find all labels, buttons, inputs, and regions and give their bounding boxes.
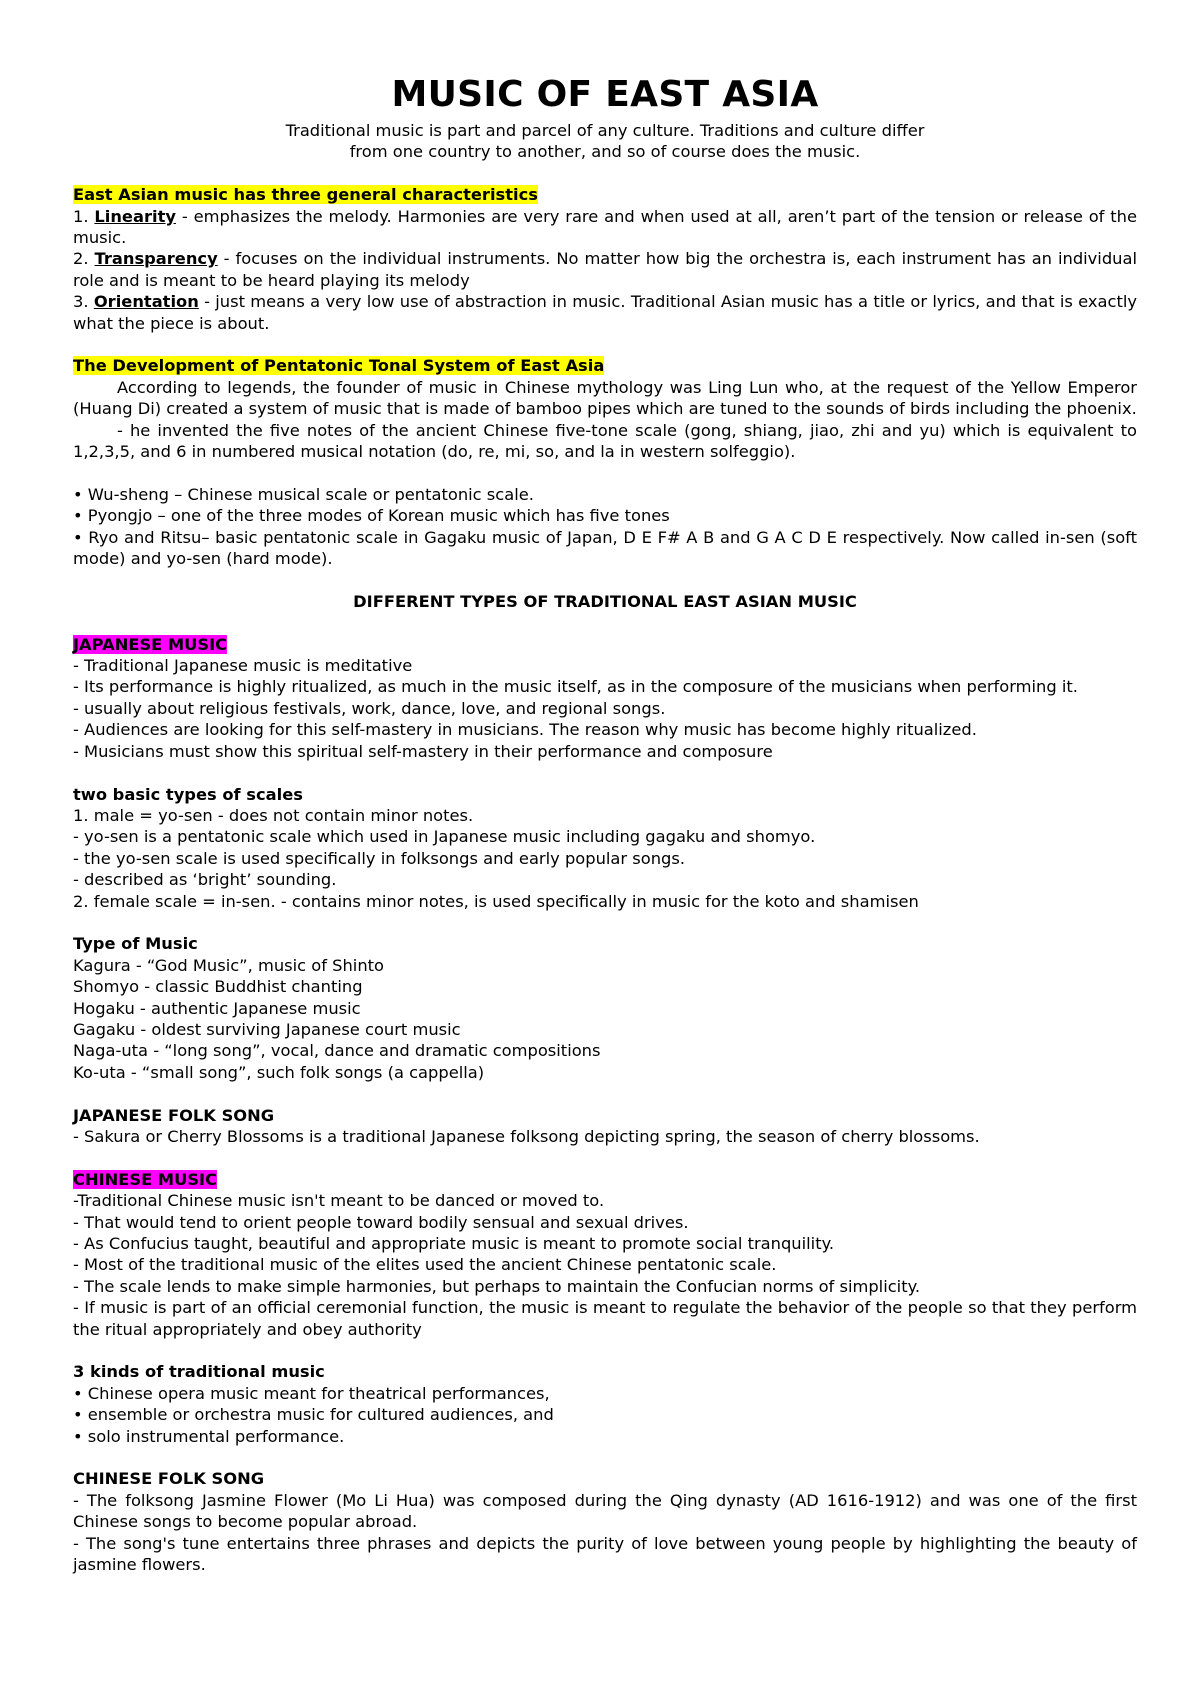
type-of-music-heading: Type of Music bbox=[73, 934, 198, 954]
bullet-item: • Ryo and Ritsu– basic pentatonic scale in Gagaku music of Japan, D E F# A B and G A C D E respectively. Now called in-sen (soft mode) and yo-sen (hard mode). bbox=[73, 527, 1137, 569]
japanese-line: - Traditional Japanese music is meditative bbox=[73, 656, 413, 676]
scale-line: - the yo-sen scale is used specifically in folksongs and early popular songs. bbox=[73, 848, 686, 868]
term-orientation: Orientation bbox=[93, 292, 199, 312]
scale-line: - yo-sen is a pentatonic scale which used in Japanese music including gagaku and shomyo. bbox=[73, 827, 816, 847]
development-paragraph-1: According to legends, the founder of music in Chinese mythology was Ling Lun who, at the request of the Yellow Emperor (Huang Di) created a system of music that is made of bamboo pipes which are tuned to the sounds of birds including the phoenix. bbox=[73, 377, 1137, 419]
japanese-line: - Audiences are looking for this self-mastery in musicians. The reason why music has become highly ritualized. bbox=[73, 720, 977, 740]
kind-bullet: • solo instrumental performance. bbox=[73, 1426, 345, 1446]
japanese-music-heading bbox=[73, 634, 1137, 655]
characteristic-item bbox=[73, 248, 1137, 291]
development-heading-text: The Development of Pentatonic Tonal System of East Asia bbox=[73, 356, 605, 376]
chinese-folk-line: - The song's tune entertains three phrases and depicts the purity of love between young people by highlighting the beauty of jasmine flowers. bbox=[73, 1533, 1137, 1575]
music-type-line: Kagura - “God Music”, music of Shinto bbox=[73, 955, 384, 975]
kind-bullet: • ensemble or orchestra music for cultured audiences, and bbox=[73, 1405, 554, 1425]
music-type-line: Gagaku - oldest surviving Japanese court music bbox=[73, 1019, 461, 1039]
characteristics-heading bbox=[73, 184, 1137, 205]
japanese-line: - usually about religious festivals, work, dance, love, and regional songs. bbox=[73, 698, 666, 718]
document-title: MUSIC OF EAST ASIA bbox=[391, 74, 819, 115]
japanese-line: - Its performance is highly ritualized, as much in the music itself, as in the composure of the musicians when performing it. bbox=[73, 677, 1078, 697]
scale-line: 1. male = yo-sen - does not contain minor notes. bbox=[73, 805, 474, 825]
characteristics-heading-text: East Asian music has three general characteristics bbox=[73, 185, 538, 205]
types-heading: DIFFERENT TYPES OF TRADITIONAL EAST ASIAN MUSIC bbox=[353, 591, 857, 611]
japanese-folk-heading: JAPANESE FOLK SONG bbox=[73, 1105, 275, 1125]
term-linearity: Linearity bbox=[94, 206, 176, 226]
scales-heading: two basic types of scales bbox=[73, 784, 303, 804]
kinds-heading: 3 kinds of traditional music bbox=[73, 1362, 325, 1382]
chinese-music-heading-text: CHINESE MUSIC bbox=[73, 1169, 218, 1189]
item-text: - emphasizes the melody. Harmonies are very rare and when used at all, aren’t part of the tension or release of the music. bbox=[73, 206, 1137, 248]
item-number: 2. bbox=[73, 249, 95, 269]
japanese-folk-text: - Sakura or Cherry Blossoms is a traditional Japanese folksong depicting spring, the season of cherry blossoms. bbox=[73, 1126, 980, 1146]
music-type-line: Shomyo - classic Buddhist chanting bbox=[73, 977, 363, 997]
bullet-item: • Pyongjo – one of the three modes of Korean music which has five tones bbox=[73, 506, 670, 526]
japanese-music-heading-text: JAPANESE MUSIC bbox=[73, 634, 228, 654]
kind-bullet: • Chinese opera music meant for theatrical performances, bbox=[73, 1383, 550, 1403]
music-type-line: Hogaku - authentic Japanese music bbox=[73, 998, 361, 1018]
item-number: 1. bbox=[73, 206, 95, 226]
chinese-folk-line: - The folksong Jasmine Flower (Mo Li Hua) was composed during the Qing dynasty (AD 1616-1912) and was one of the first Chinese songs to become popular abroad. bbox=[73, 1490, 1137, 1532]
chinese-line: - That would tend to orient people toward bodily sensual and sexual drives. bbox=[73, 1212, 689, 1232]
item-text: - focuses on the individual instruments. No matter how big the orchestra is, each instrument has an individual role and is meant to be heard playing its melody bbox=[73, 249, 1137, 290]
music-type-line: Naga-uta - “long song”, vocal, dance and dramatic compositions bbox=[73, 1041, 601, 1061]
chinese-music-heading bbox=[73, 1169, 1137, 1190]
scale-line: 2. female scale = in-sen. - contains minor notes, is used specifically in music for the koto and shamisen bbox=[73, 891, 919, 911]
chinese-line: -Traditional Chinese music isn't meant to be danced or moved to. bbox=[73, 1191, 605, 1211]
chinese-line: - The scale lends to make simple harmonies, but perhaps to maintain the Confucian norms of simplicity. bbox=[73, 1276, 921, 1296]
chinese-line: - Most of the traditional music of the elites used the ancient Chinese pentatonic scale. bbox=[73, 1255, 777, 1275]
chinese-line: - If music is part of an official ceremonial function, the music is meant to regulate the behavior of the people so that they perform the ritual appropriately and obey authority bbox=[73, 1298, 1137, 1339]
subtitle-line-1: Traditional music is part and parcel of any culture. Traditions and culture differ bbox=[285, 121, 925, 140]
bullet-item: • Wu-sheng – Chinese musical scale or pentatonic scale. bbox=[73, 484, 534, 504]
chinese-line: - As Confucius taught, beautiful and appropriate music is meant to promote social tranquility. bbox=[73, 1233, 835, 1253]
development-paragraph-2: - he invented the five notes of the ancient Chinese five-tone scale (gong, shiang, jiao, zhi and yu) which is equivalent to 1,2,3,5, and 6 in numbered musical notation (do, re, mi, so, and la in western solfeggio). bbox=[73, 420, 1137, 462]
scale-line: - described as ‘bright’ sounding. bbox=[73, 870, 337, 890]
music-type-line: Ko-uta - “small song”, such folk songs (a cappella) bbox=[73, 1062, 485, 1082]
item-text: - just means a very low use of abstraction in music. Traditional Asian music has a title or lyrics, and that is exactly what the piece is about. bbox=[73, 292, 1137, 333]
characteristic-item bbox=[73, 206, 1137, 249]
item-number: 3. bbox=[73, 292, 94, 312]
chinese-folk-heading: CHINESE FOLK SONG bbox=[73, 1469, 265, 1489]
development-heading bbox=[73, 355, 1137, 376]
subtitle-line-2: from one country to another, and so of course does the music. bbox=[349, 142, 861, 162]
characteristic-item bbox=[73, 291, 1137, 334]
term-transparency: Transparency bbox=[94, 249, 218, 269]
japanese-line: - Musicians must show this spiritual self-mastery in their performance and composure bbox=[73, 741, 773, 761]
